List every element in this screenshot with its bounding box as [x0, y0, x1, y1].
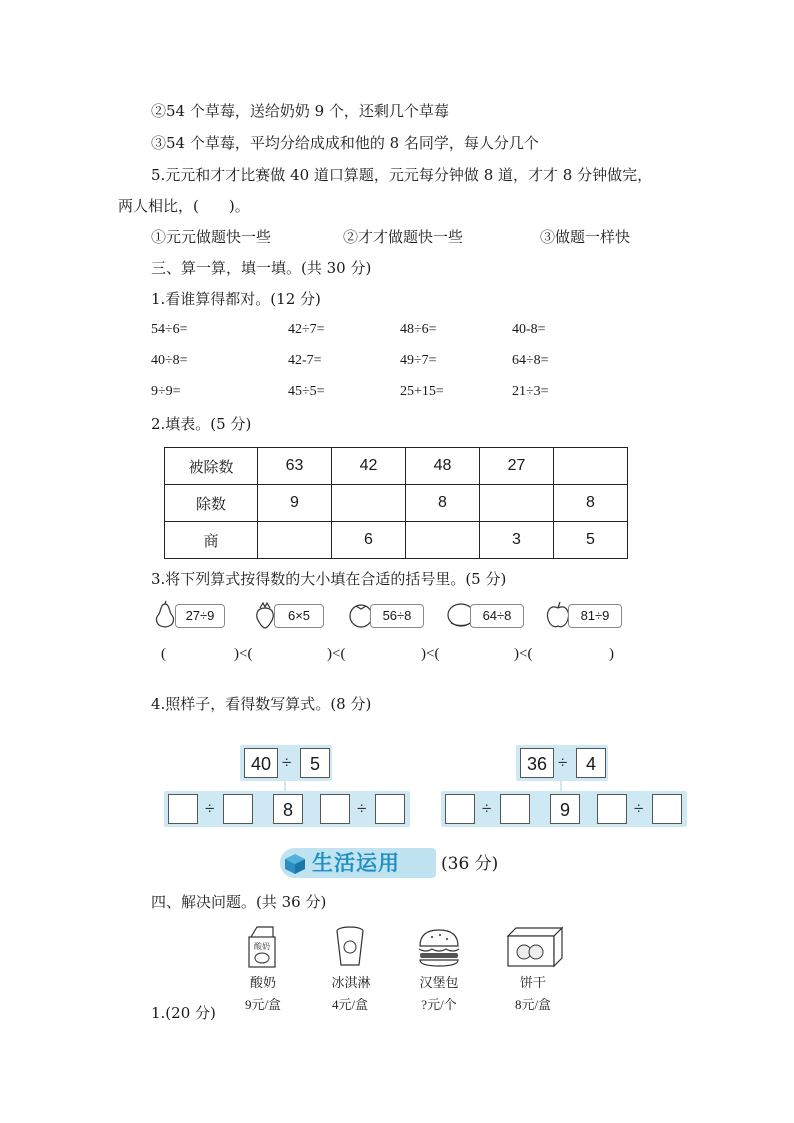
- table-row: [165, 448, 628, 485]
- table-cell[interactable]: 48: [406, 448, 480, 485]
- order-paren: )<(: [514, 646, 533, 662]
- item-name: 汉堡包: [419, 976, 459, 991]
- order-paren: ): [609, 646, 614, 662]
- q5-line2: 两人相比，( )。: [118, 197, 250, 215]
- answer-box[interactable]: [652, 794, 682, 824]
- q5-option-1: ①元元做题快一些: [151, 228, 272, 246]
- table-row: [165, 485, 628, 522]
- divide-sign: ÷: [357, 799, 367, 818]
- biscuit-box-icon: [504, 926, 566, 968]
- q2-title: 2.填表。(5 分): [151, 415, 252, 433]
- cube-icon: [283, 852, 307, 876]
- op-cell: 48÷6=: [400, 322, 437, 337]
- section-3-title: 三、算一算，填一填。(共 30 分): [151, 259, 372, 277]
- dividend-box: 40: [244, 748, 278, 778]
- divide-sign: ÷: [205, 799, 215, 818]
- q1-title: 1.看谁算得都对。(12 分): [151, 290, 321, 308]
- table-cell[interactable]: [406, 522, 480, 559]
- order-paren: )<(: [234, 646, 253, 662]
- order-paren: (: [161, 646, 166, 662]
- table-cell[interactable]: [480, 485, 554, 522]
- q5-option-2: ②才才做题快一些: [343, 228, 464, 246]
- table-header: 商: [165, 522, 258, 559]
- hamburger-icon: [416, 928, 462, 968]
- table-header: 被除数: [165, 448, 258, 485]
- q5-option-3: ③做题一样快: [540, 228, 631, 246]
- tree-connector: [560, 781, 562, 791]
- order-paren: )<(: [421, 646, 440, 662]
- answer-box[interactable]: [445, 794, 475, 824]
- table-cell[interactable]: 6: [332, 522, 406, 559]
- op-cell: 49÷7=: [400, 353, 437, 368]
- divide-sign: ÷: [482, 799, 492, 818]
- op-cell: 64÷8=: [512, 353, 549, 368]
- yogurt-icon: [245, 925, 279, 969]
- divisor-box: 5: [300, 748, 330, 778]
- table-row: [165, 522, 628, 559]
- op-cell: 9÷9=: [151, 384, 181, 399]
- order-paren: )<(: [327, 646, 346, 662]
- q4-title: 4.照样子，看得数写算式。(8 分): [151, 695, 372, 713]
- table-cell[interactable]: [332, 485, 406, 522]
- table-cell[interactable]: 8: [406, 485, 480, 522]
- expr-card: 64÷8: [470, 604, 524, 628]
- expr-card: 81÷9: [568, 604, 622, 628]
- expr-card: 27÷9: [175, 604, 225, 628]
- op-cell: 54÷6=: [151, 322, 188, 337]
- op-cell: 25+15=: [400, 384, 444, 399]
- item-name: 冰淇淋: [331, 976, 371, 991]
- section-4-title: 四、解决问题。(共 36 分): [151, 893, 327, 911]
- item-price: 8元/盒: [514, 997, 552, 1012]
- choice-3: ③54 个草莓，平均分给成成和他的 8 名同学，每人分几个: [151, 134, 539, 152]
- table-cell[interactable]: [554, 448, 628, 485]
- banner-score: (36 分): [441, 854, 499, 874]
- table-cell[interactable]: 63: [258, 448, 332, 485]
- divide-sign: ÷: [634, 799, 644, 818]
- tree-connector: [284, 781, 286, 791]
- table-cell[interactable]: [258, 522, 332, 559]
- dividend-box: 36: [520, 748, 554, 778]
- answer-box[interactable]: [320, 794, 350, 824]
- divisor-box: 4: [576, 748, 606, 778]
- item-price: ?元/个: [421, 997, 457, 1012]
- answer-box[interactable]: [223, 794, 253, 824]
- divide-sign: ÷: [558, 753, 568, 772]
- table-header: 除数: [165, 485, 258, 522]
- answer-box[interactable]: [375, 794, 405, 824]
- op-cell: 42÷7=: [288, 322, 325, 337]
- division-table: [164, 447, 628, 559]
- op-cell: 40-8=: [512, 322, 546, 337]
- op-cell: 42-7=: [288, 353, 322, 368]
- table-cell[interactable]: 5: [554, 522, 628, 559]
- expr-card: 56÷8: [370, 604, 424, 628]
- yogurt-box-text: 酸奶: [254, 942, 270, 951]
- banner-title: 生活运用: [312, 851, 400, 875]
- op-cell: 21÷3=: [512, 384, 549, 399]
- table-cell[interactable]: 42: [332, 448, 406, 485]
- item-name: 饼干: [519, 976, 546, 991]
- table-cell[interactable]: 27: [480, 448, 554, 485]
- answer-box[interactable]: [500, 794, 530, 824]
- result-box: 8: [273, 794, 303, 824]
- expr-card: 6×5: [274, 604, 324, 628]
- table-cell[interactable]: 8: [554, 485, 628, 522]
- table-cell[interactable]: 3: [480, 522, 554, 559]
- divide-sign: ÷: [282, 753, 292, 772]
- answer-box[interactable]: [168, 794, 198, 824]
- item-price: 9元/盒: [244, 997, 282, 1012]
- op-cell: 45÷5=: [288, 384, 325, 399]
- q5-line1: 5.元元和才才比赛做 40 道口算题，元元每分钟做 8 道，才才 8 分钟做完，: [151, 166, 653, 184]
- item-name: 酸奶: [249, 976, 276, 991]
- result-box: 9: [550, 794, 580, 824]
- table-cell[interactable]: 9: [258, 485, 332, 522]
- q1-label: 1.(20 分): [151, 1004, 216, 1022]
- ice-cream-icon: [333, 925, 367, 969]
- op-cell: 40÷8=: [151, 353, 188, 368]
- item-price: 4元/盒: [331, 997, 369, 1012]
- answer-box[interactable]: [597, 794, 627, 824]
- q3-title: 3.将下列算式按得数的大小填在合适的括号里。(5 分): [151, 570, 507, 588]
- choice-2: ②54 个草莓，送给奶奶 9 个，还剩几个草莓: [151, 102, 449, 120]
